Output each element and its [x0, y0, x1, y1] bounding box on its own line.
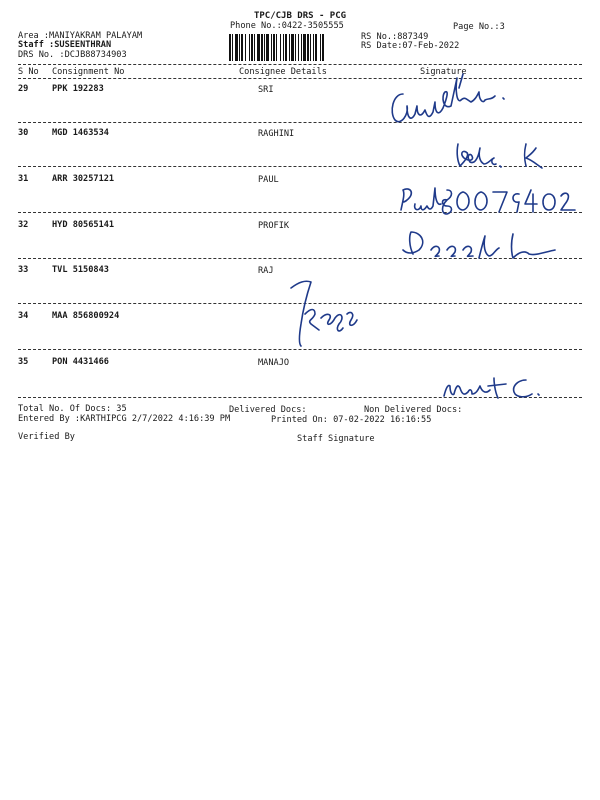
row-29-consignee: SRI	[258, 85, 274, 95]
row-30-consignee: RAGHINI	[258, 129, 295, 139]
row-32-sno: 32	[18, 220, 29, 230]
row-31-consignee: PAUL	[258, 175, 279, 185]
rs-number: RS No.:887349	[361, 32, 429, 42]
row-29-sno: 29	[18, 84, 29, 94]
entered-by: Entered By :KARTHIPCG 2/7/2022 4:16:39 PM	[18, 414, 231, 424]
phone-number: Phone No.:0422-3505555	[230, 21, 344, 31]
signature-row-32	[395, 228, 575, 268]
row-33-consignee: RAJ	[258, 266, 274, 276]
non-delivered-docs: Non Delivered Docs:	[364, 405, 463, 415]
signature-row-29	[385, 70, 515, 130]
column-header-signature: Signature	[420, 67, 467, 77]
column-header-consignee: Consignee Details	[239, 67, 327, 77]
row-35-sno: 35	[18, 357, 29, 367]
delivered-docs: Delivered Docs:	[229, 405, 307, 415]
row-29-consignment: PPK 192283	[52, 84, 104, 94]
printed-on: Printed On: 07-02-2022 16:16:55	[271, 415, 432, 425]
row-32-consignment: HYD 80565141	[52, 220, 115, 230]
barcode-image	[229, 34, 353, 61]
document-title: TPC/CJB DRS - PCG	[253, 11, 347, 21]
row-33-sno: 33	[18, 265, 29, 275]
row-31-sno: 31	[18, 174, 29, 184]
page-number: Page No.:3	[453, 22, 505, 32]
row-35-consignee: MANAJO	[258, 358, 290, 368]
column-header-consignment: Consignment No	[52, 67, 125, 77]
row-34-sno: 34	[18, 311, 29, 321]
staff-label: Staff :SUSEENTHRAN	[18, 40, 112, 50]
row-35-consignment: PON 4431466	[52, 357, 109, 367]
signature-row-30	[452, 138, 552, 174]
row-30-sno: 30	[18, 128, 29, 138]
row-32-consignee: PROFIK	[258, 221, 290, 231]
signature-row-35	[440, 372, 550, 404]
total-docs: Total No. Of Docs: 35	[18, 404, 127, 414]
staff-signature-label: Staff Signature	[297, 434, 375, 444]
verified-by-label: Verified By	[18, 432, 75, 442]
rs-date: RS Date:07-Feb-2022	[361, 41, 460, 51]
signature-row-33-34	[285, 274, 365, 348]
drs-number: DRS No. :DCJB88734903	[18, 50, 127, 60]
row-34-rule	[18, 349, 582, 350]
header-top-rule	[18, 64, 582, 65]
row-34-consignment: MAA 856800924	[52, 311, 120, 321]
signature-row-31	[395, 180, 575, 220]
row-31-consignment: ARR 30257121	[52, 174, 115, 184]
row-30-consignment: MGD 1463534	[52, 128, 109, 138]
area-label: Area :MANIYAKRAM PALAYAM	[18, 31, 143, 41]
column-header-sno: S No	[18, 67, 39, 77]
row-33-consignment: TVL 5150843	[52, 265, 109, 275]
